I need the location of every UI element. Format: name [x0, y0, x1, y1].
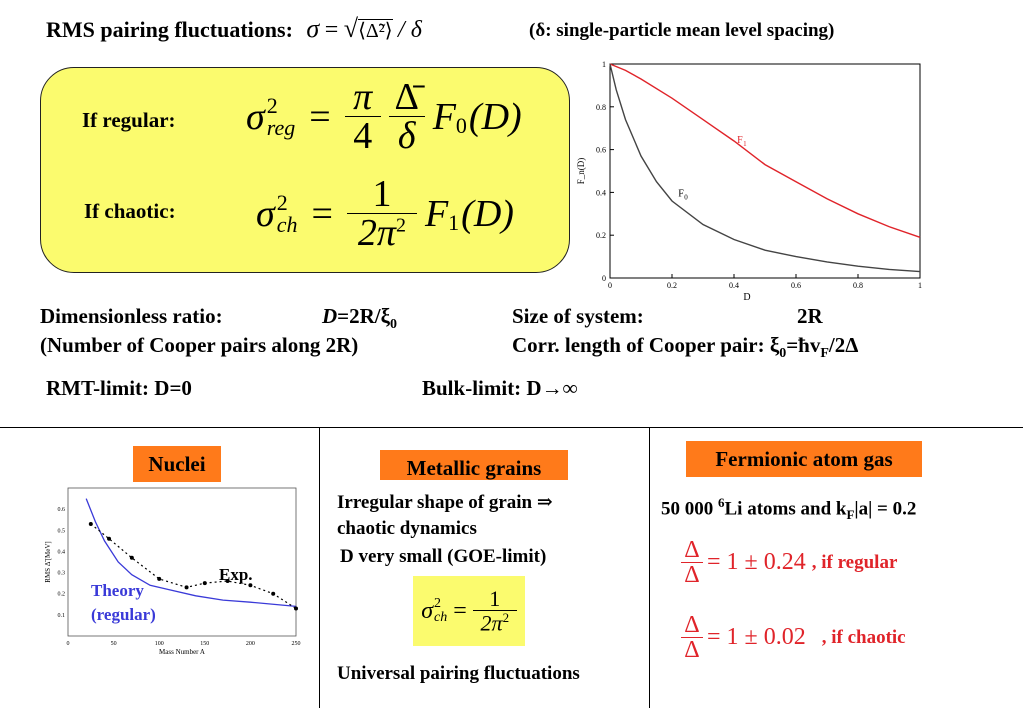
nuclei-y-tick: 0.6 [57, 507, 65, 514]
nuclei-x-tick: 100 [154, 641, 164, 647]
atoms-desc: 50 000 $^6$Li atoms and $k_F|a| = 0.2$ [661, 495, 917, 523]
title-inner: ⟨Δ̃²⟩ [358, 20, 393, 42]
size-value: 2R [797, 304, 823, 328]
chaotic-sigma: σ [256, 192, 275, 235]
y-tick-label: 1 [602, 60, 606, 69]
bulk-limit: Bulk-limit: D→∞ [422, 376, 578, 400]
plot-frame [610, 64, 920, 278]
theory-regular-label: (regular) [91, 605, 156, 624]
nuclei-chart [36, 480, 308, 662]
series-line-F0 [610, 64, 920, 272]
series-label-F0: F [678, 188, 684, 200]
page-title: RMS pairing fluctuations: σ = √⟨Δ̃²⟩ / δ [46, 14, 422, 43]
x-tick-label: 0 [608, 281, 612, 290]
x-tick-label: 0.2 [667, 281, 677, 290]
chaotic-frac: $\frac{1}{2\pi^2}$ [347, 175, 417, 252]
title-div: / δ [398, 17, 422, 43]
nuclei-x-tick: 0 [66, 641, 70, 647]
title-label: RMS pairing fluctuations: [46, 17, 293, 42]
theory-label: Theory [91, 581, 144, 600]
regular-label: If regular: [82, 108, 176, 132]
y-tick-label: 0.2 [596, 231, 606, 241]
title-sigma: σ [306, 14, 320, 43]
y-tick-label: 0 [602, 274, 606, 283]
section-divider [0, 427, 1023, 428]
nuclei-y-tick: 0.2 [57, 591, 65, 598]
chaotic-formula: σ 2 ch = $\frac{1}{2\pi^2}$ F 1 (D) [256, 173, 514, 254]
column-divider-1 [319, 428, 320, 708]
title-note: (δ: single-particle mean level spacing) [529, 20, 835, 41]
rmt-limit: RMT-limit: D=0 [46, 376, 192, 400]
regular-frac1: $\frac{\pi}{4}$ [345, 78, 381, 155]
exp-point [271, 592, 275, 596]
atoms-regular: $\frac{\Delta}{\Delta}$ = 1 ± 0.24 , if regular [681, 538, 897, 587]
x-tick-label: 1 [918, 281, 922, 290]
x-tick-label: 0.4 [729, 281, 739, 290]
regular-func: F [432, 95, 456, 138]
series-label-F1: F [737, 135, 743, 147]
nuclei-x-tick: 250 [291, 641, 301, 647]
title-eq: = [324, 17, 339, 43]
x-tick-label: 0.6 [791, 281, 801, 290]
atoms-chaotic: $\frac{\Delta}{\Delta}$ = 1 ± 0.02 , if chaotic [681, 613, 906, 662]
exp-point [107, 537, 111, 541]
y-axis-label: F_n(D) [576, 157, 586, 185]
regular-frac2: $\frac{\Deltā}{\delta}$ [389, 78, 425, 155]
chaotic-label: If chaotic: [84, 199, 176, 223]
grains-formula: σ 2 ch = $\frac{1}{2\pi^2}$ [413, 576, 525, 646]
dimensionless-label: Dimensionless ratio: [40, 304, 223, 328]
grains-line3: D very small (GOE-limit) [340, 546, 547, 567]
nuclei-y-tick: 0.4 [57, 549, 65, 556]
cooper-note: (Number of Cooper pairs along 2R) [40, 333, 359, 357]
x-axis-label: D [743, 292, 751, 303]
y-tick-label: 0.8 [596, 102, 606, 112]
exp-point [89, 522, 93, 526]
nuclei-x-tick: 200 [245, 641, 255, 647]
series-label-F1-sub: 1 [743, 140, 747, 149]
grains-line1: Irregular shape of grain ⇒ [337, 492, 553, 513]
series-label-F0-sub: 0 [684, 193, 688, 202]
column-divider-2 [649, 428, 650, 708]
regular-formula: σ 2 reg = $\frac{\pi}{4}$ $\frac{\Deltā}{\delta}$ F 0 (D) [246, 76, 522, 157]
grains-footer: Universal pairing fluctuations [337, 663, 580, 684]
nuclei-y-tick: 0.3 [57, 570, 65, 577]
regular-sigma: σ [246, 95, 265, 138]
exp-point [130, 556, 134, 560]
grains-line2: chaotic dynamics [337, 518, 477, 539]
nuclei-title: Nuclei [133, 446, 221, 482]
exp-point [294, 607, 298, 611]
regular-sub: reg [266, 114, 296, 140]
series-line-F1 [610, 64, 920, 237]
dimensionless-formula: $D=2R/\xi_0$ [322, 304, 397, 333]
corr-length: Corr. length of Cooper pair: $\xi_0=ħv_F/2\Delta$ [512, 333, 859, 362]
nuclei-y-tick: 0.5 [57, 528, 65, 535]
exp-label: Exp. [219, 565, 253, 584]
exp-point [157, 577, 161, 581]
size-label: Size of system: [512, 304, 644, 328]
regular-sup: 2 [266, 92, 278, 118]
y-tick-label: 0.4 [596, 188, 606, 198]
y-tick-label: 0.6 [596, 145, 606, 155]
nuclei-y-label: RMS Δ̃ [MeV] [44, 541, 52, 583]
nuclei-x-tick: 150 [200, 641, 210, 647]
exp-point [203, 581, 207, 585]
grains-title: Metallic grains [380, 450, 568, 480]
atoms-title: Fermionic atom gas [686, 441, 922, 477]
regular-eq: = [309, 95, 331, 138]
nuclei-x-label: Mass Number A [159, 648, 205, 656]
nuclei-x-tick: 50 [110, 641, 117, 647]
nuclei-y-tick: 0.1 [57, 612, 65, 619]
x-tick-label: 0.8 [853, 281, 863, 290]
fn-chart [572, 56, 930, 304]
exp-point [185, 585, 189, 589]
